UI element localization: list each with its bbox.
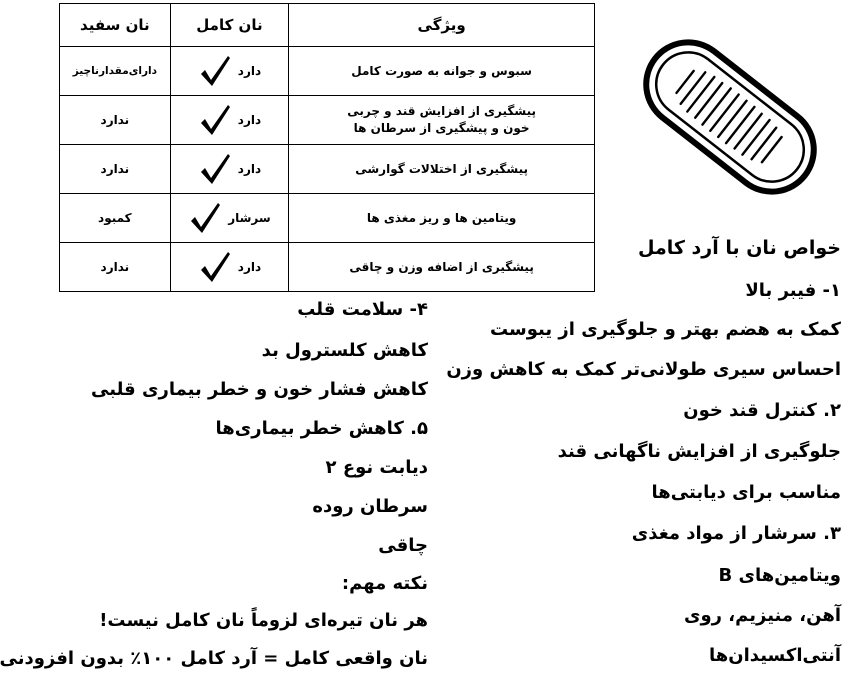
- left-line: سرطان روده: [312, 496, 428, 517]
- table-row: [60, 243, 595, 292]
- whole-cell: [170, 47, 289, 96]
- feature-text: پیشگیری از افزایش قند و چربی: [347, 104, 537, 118]
- right-line: جلوگیری از افزایش ناگهانی قند: [557, 441, 841, 462]
- white-cell: کمبود: [60, 194, 171, 243]
- feature-text: ویتامین ها و ریز مغذی ها: [366, 210, 517, 225]
- white-cell: ندارد: [60, 96, 171, 145]
- right-heading-fiber: ۱- فیبر بالا: [745, 280, 841, 301]
- left-heading-disease: ۵. کاهش خطر بیماری‌ها: [215, 418, 428, 439]
- right-line: مناسب برای دیابتی‌ها: [651, 482, 841, 503]
- left-line: چاقی: [378, 535, 428, 556]
- whole-cell: [170, 96, 289, 145]
- right-title: خواص نان با آرد کامل: [638, 237, 841, 259]
- important-note-heading: نکته مهم:: [341, 573, 428, 594]
- white-cell: ندارد: [60, 145, 171, 194]
- whole-value: دارد: [237, 162, 262, 176]
- check-mark-icon: [198, 152, 232, 186]
- table-row: [60, 145, 595, 194]
- right-heading-sugar: ۲. کنترل قند خون: [683, 400, 841, 421]
- right-line: آنتی‌اکسیدان‌ها: [709, 645, 841, 666]
- whole-value: سرشار: [228, 211, 271, 225]
- feature-cell: [289, 145, 595, 194]
- header-white-bread: نان سفید: [60, 4, 171, 47]
- left-line: دیابت نوع ۲: [325, 457, 428, 478]
- comparison-table: [59, 3, 595, 292]
- feature-cell: [289, 96, 595, 145]
- whole-value: دارد: [237, 260, 262, 274]
- right-heading-nutrients: ۳. سرشار از مواد مغذی: [631, 523, 841, 544]
- left-line: نان واقعی کامل = آرد کامل ۱۰۰٪ بدون افزودنی: [0, 648, 428, 669]
- feature-text: سبوس و جوانه به صورت کامل: [351, 63, 532, 78]
- whole-cell: [170, 243, 289, 292]
- bread-loaf-icon: [615, 15, 845, 220]
- right-line: آهن، منیزیم، روی: [683, 605, 841, 626]
- check-mark-icon: [198, 54, 232, 88]
- left-heading-heart: ۴- سلامت قلب: [297, 299, 428, 320]
- whole-cell: [170, 194, 289, 243]
- table-header-row: [60, 4, 595, 47]
- feature-text: پیشگیری از اختلالات گوارشی: [355, 161, 528, 176]
- right-line: احساس سیری طولانی‌تر کمک به کاهش وزن: [446, 359, 841, 380]
- header-whole-bread: نان کامل: [170, 4, 289, 47]
- feature-text: پیشگیری از اضافه وزن و چاقی: [349, 259, 534, 274]
- feature-cell: [289, 194, 595, 243]
- check-mark-icon: [188, 201, 222, 235]
- feature-cell: [289, 47, 595, 96]
- whole-value: دارد: [237, 113, 262, 127]
- table-row: [60, 96, 595, 145]
- right-line: ویتامین‌های B: [718, 565, 841, 586]
- left-line: هر نان تیره‌ای لزوماً نان کامل نیست!: [99, 610, 428, 631]
- left-line: کاهش کلسترول بد: [261, 340, 428, 361]
- table-row: [60, 194, 595, 243]
- right-line: کمک به هضم بهتر و جلوگیری از یبوست: [489, 319, 841, 340]
- feature-text: خون و پیشگیری از سرطان ها: [353, 121, 530, 135]
- white-cell: دارای‌مقدارناچیز: [60, 47, 171, 96]
- white-cell: ندارد: [60, 243, 171, 292]
- feature-cell: [289, 243, 595, 292]
- check-mark-icon: [198, 103, 232, 137]
- whole-cell: [170, 145, 289, 194]
- left-line: کاهش فشار خون و خطر بیماری قلبی: [91, 379, 428, 400]
- check-mark-icon: [198, 250, 232, 284]
- table-row: [60, 47, 595, 96]
- header-feature: ویژگی: [289, 4, 595, 47]
- whole-value: دارد: [237, 64, 262, 78]
